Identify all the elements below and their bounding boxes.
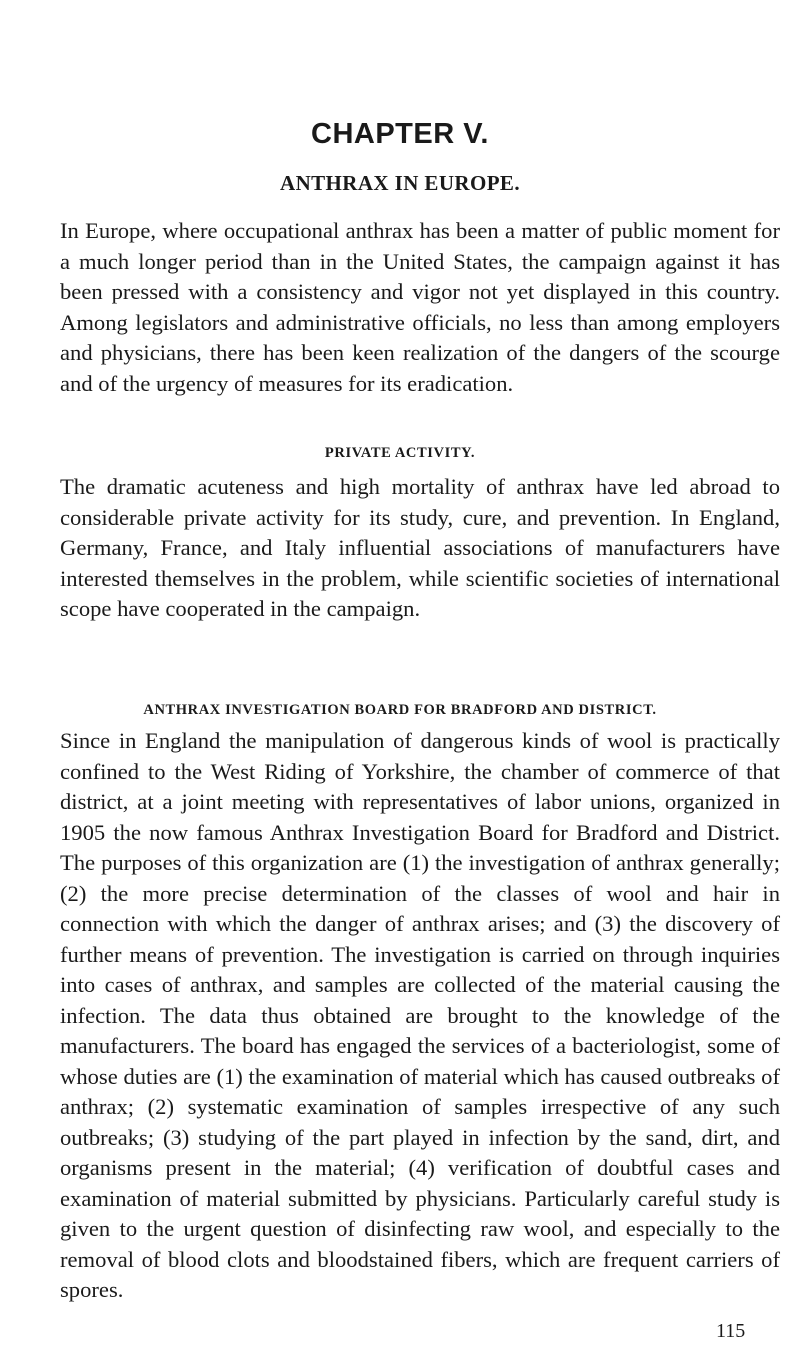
section-heading-investigation-board: ANTHRAX INVESTIGATION BOARD FOR BRADFORD AND DISTRICT.	[143, 702, 657, 718]
paragraph-investigation-board: Since in England the manipulation of dangerous kinds of wool is practically confined to the West Riding of Yorkshire, the chamber of commerce of that district, at a joint meeting with representatives of labor unions, organized in 1905 the now famous Anthrax Investigation Board for Bradford and District. The purposes of this organization are (1) the investigation of anthrax generally; (2) the more precise determination of the classes of wool and hair in connection with which the danger of anthrax arises; and (3) the discovery of further means of prevention. The investigation is carried on through inquiries into cases of anthrax, and samples are collected of the material causing the infection. The data thus obtained are brought to the knowledge of the manufacturers. The board has engaged the services of a bacteriologist, some of whose duties are (1) the examination of material which has caused outbreaks of anthrax; (2) systematic examination of samples irrespective of any such outbreaks; (3) studying of the part played in infection by the sand, dirt, and organisms present in the material; (4) verification of doubtful cases and examination of material submitted by physicians. Particularly careful study is given to the urgent question of disinfecting raw wool, and especially to the removal of blood clots and bloodstained fibers, which are frequent carriers of spores.	[60, 728, 780, 1302]
chapter-title: CHAPTER V.	[311, 118, 489, 150]
paragraph-private-activity: The dramatic acuteness and high mortality of anthrax have led abroad to considerable private activity for its study, cure, and prevention. In England, Germany, France, and Italy influential associations of manufacturers have interested themselves in the problem, while scientific societies of international scope have cooperated in the campaign.	[60, 474, 780, 621]
section-heading-private-activity: PRIVATE ACTIVITY.	[324, 445, 476, 461]
paragraph-intro: In Europe, where occupational anthrax has been a matter of public moment for a much longer period than in the United States, the campaign against it has been pressed with a consistency and vigor not yet displayed in this country. Among legislators and administrative officials, no less than among employers and physicians, there has been keen realization of the dangers of the scourge and of the urgency of measures for its eradication.	[60, 218, 780, 396]
page-number: 115	[716, 1320, 746, 1342]
chapter-subtitle: ANTHRAX IN EUROPE.	[280, 171, 520, 195]
